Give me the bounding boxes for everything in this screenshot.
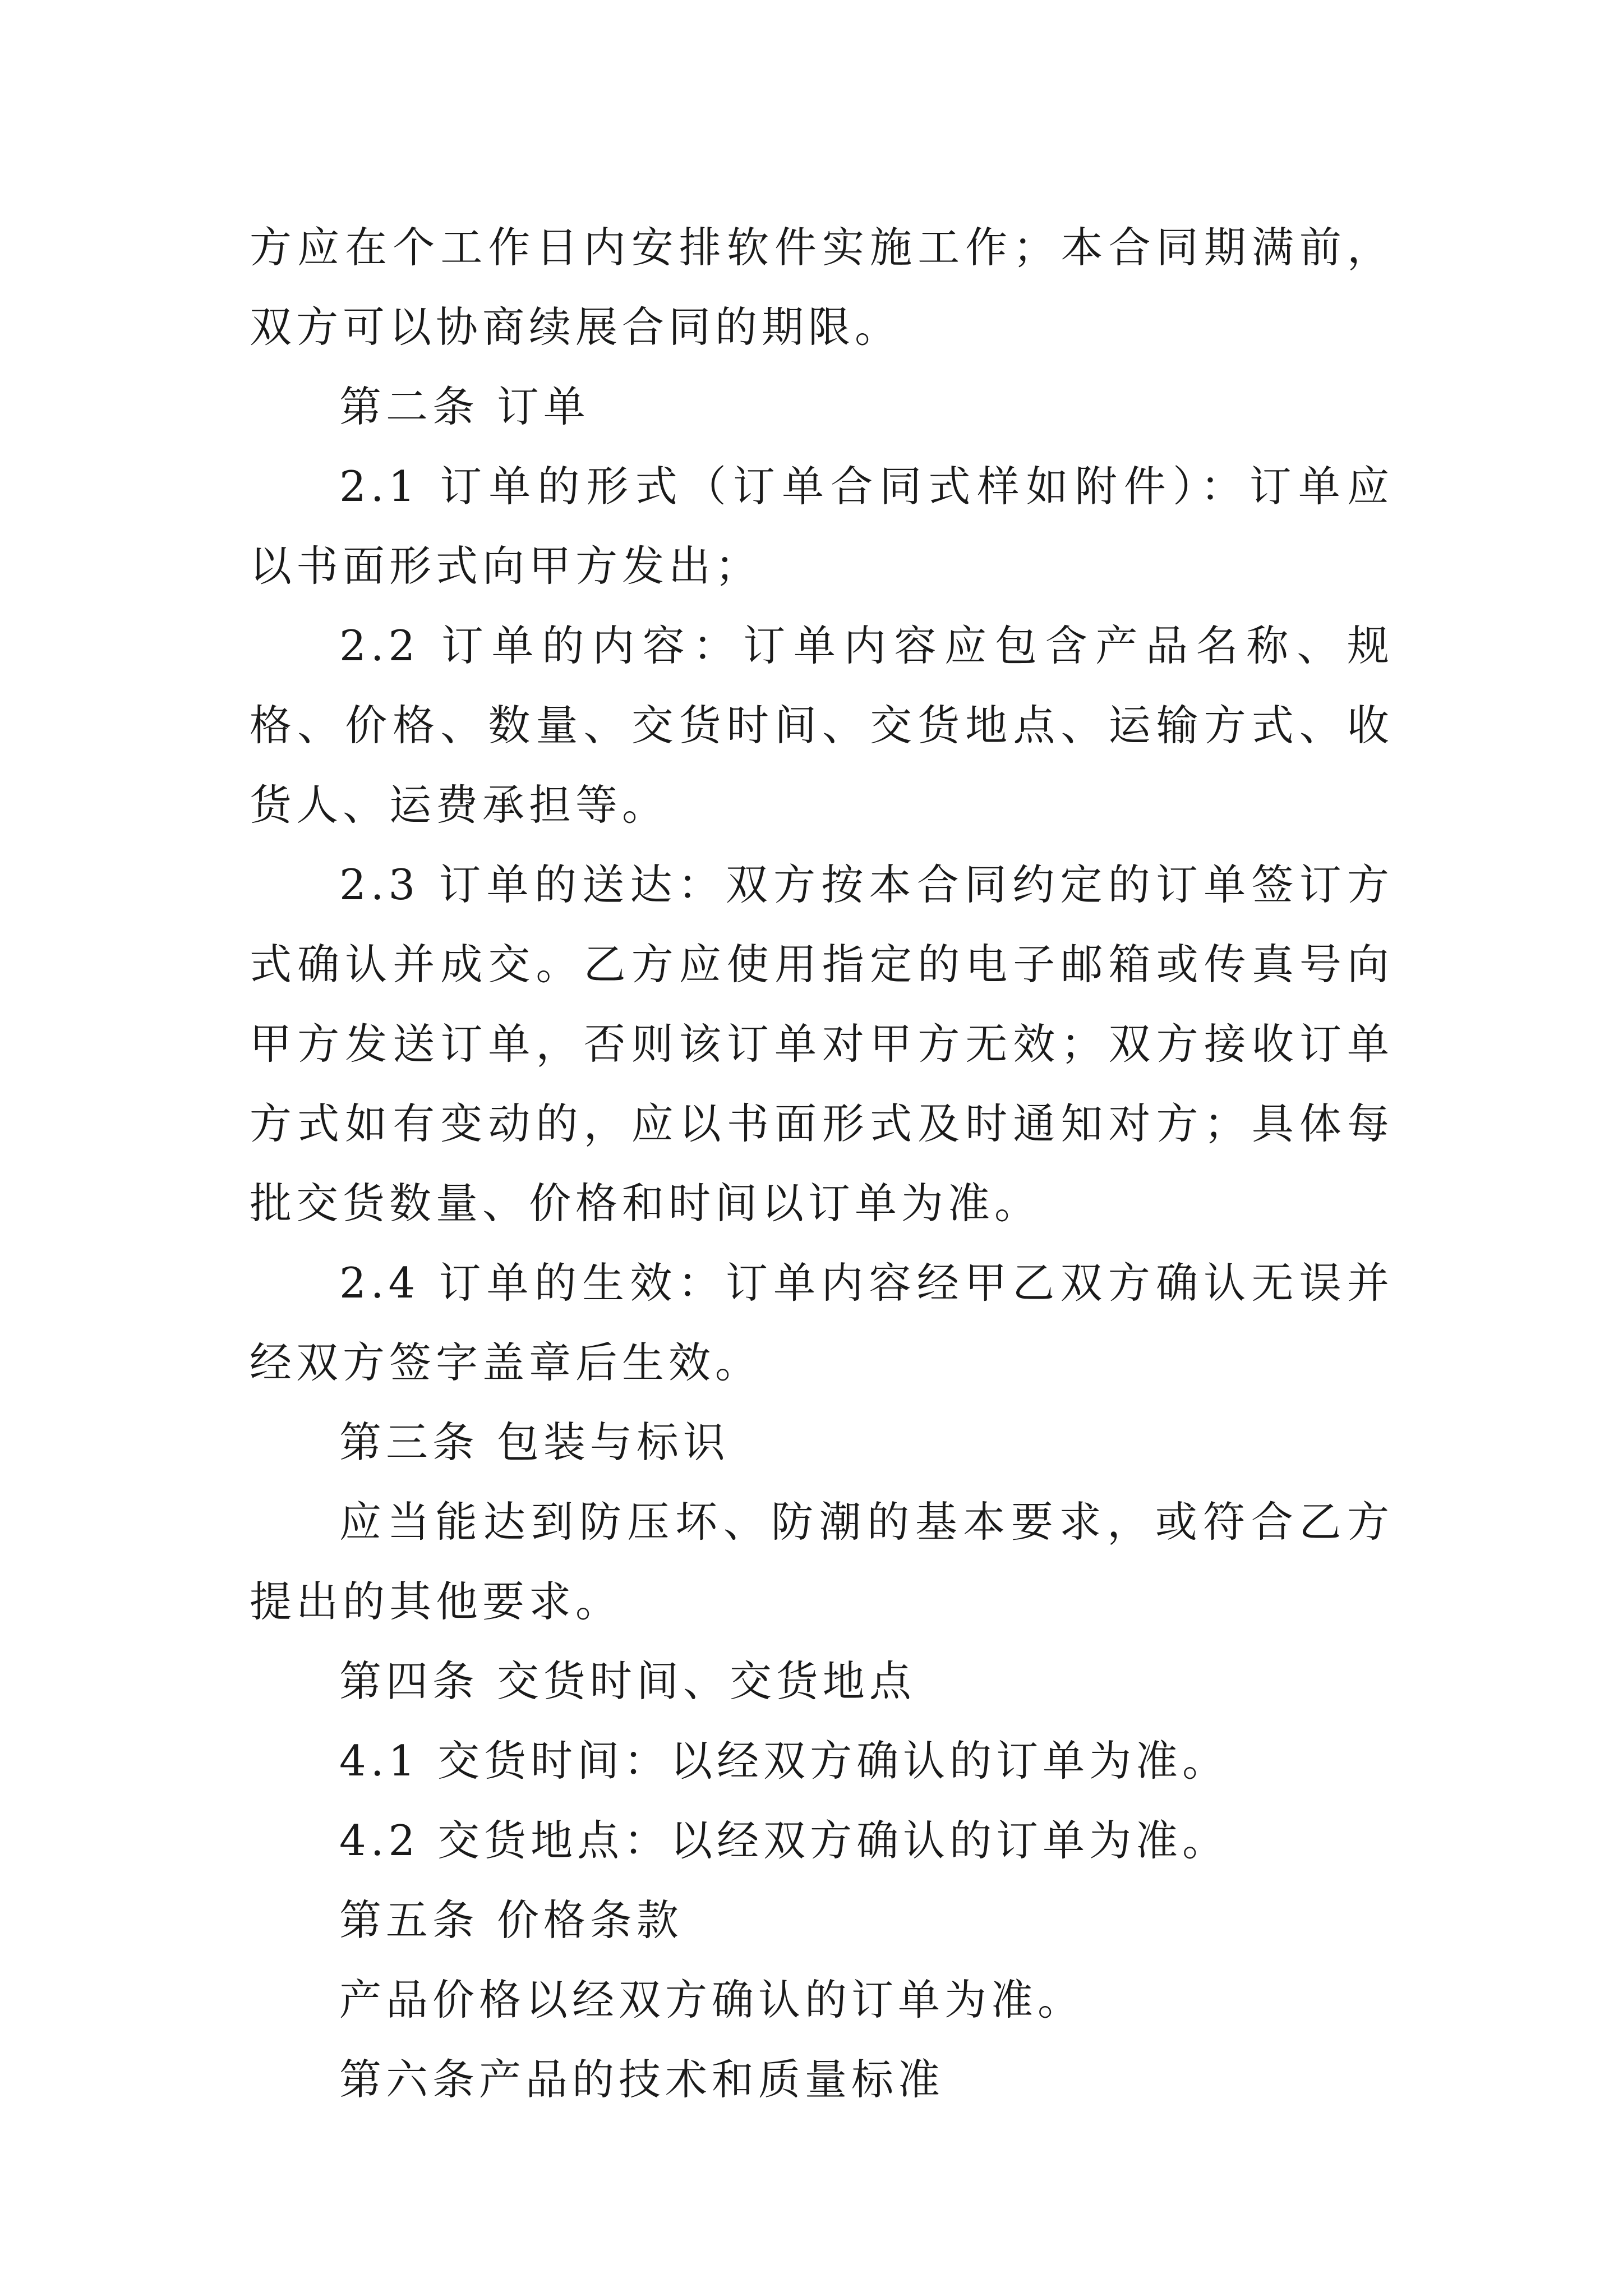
article-5-body: 产品价格以经双方确认的订单为准。 <box>339 1975 1085 2024</box>
article-3-heading: 第三条 包装与标识 <box>339 1418 730 1467</box>
article-2-heading: 第二条 订单 <box>339 382 590 431</box>
clause-2-2: 2.2 订单的内容：订单内容应包含产品名称、规格、价格、数量、交货时间、交货地点、运输方式、收货人、运费承担等。 <box>250 621 1394 830</box>
clause-4-2: 4.2 交货地点：以经双方确认的订单为准。 <box>339 1816 1229 1865</box>
article-3-body: 应当能达到防压坏、防潮的基本要求，或符合乙方提出的其他要求。 <box>250 1497 1394 1626</box>
article-5-heading: 第五条 价格条款 <box>339 1895 683 1945</box>
paragraph-continuation: 方应在个工作日内安排软件实施工作；本合同期满前，双方可以协商续展合同的期限。 <box>250 223 1394 352</box>
article-4-heading: 第四条 交货时间、交货地点 <box>339 1657 916 1706</box>
clause-2-4: 2.4 订单的生效：订单内容经甲乙双方确认无误并经双方签字盖章后生效。 <box>250 1258 1394 1387</box>
article-6-heading: 第六条产品的技术和质量标准 <box>339 2055 945 2104</box>
document-body <box>250 208 1394 2119</box>
clause-4-1: 4.1 交货时间：以经双方确认的订单为准。 <box>339 1736 1229 1786</box>
clause-2-3: 2.3 订单的送达：双方按本合同约定的订单签订方式确认并成交。乙方应使用指定的电子邮箱或传真号向甲方发送订单，否则该订单对甲方无效；双方接收订单方式如有变动的，应以书面形式及时通知对方；具体每批交货数量、价格和时间以订单为准。 <box>250 860 1394 1228</box>
clause-2-1: 2.1 订单的形式（订单合同式样如附件）：订单应以书面形式向甲方发出； <box>250 462 1394 591</box>
